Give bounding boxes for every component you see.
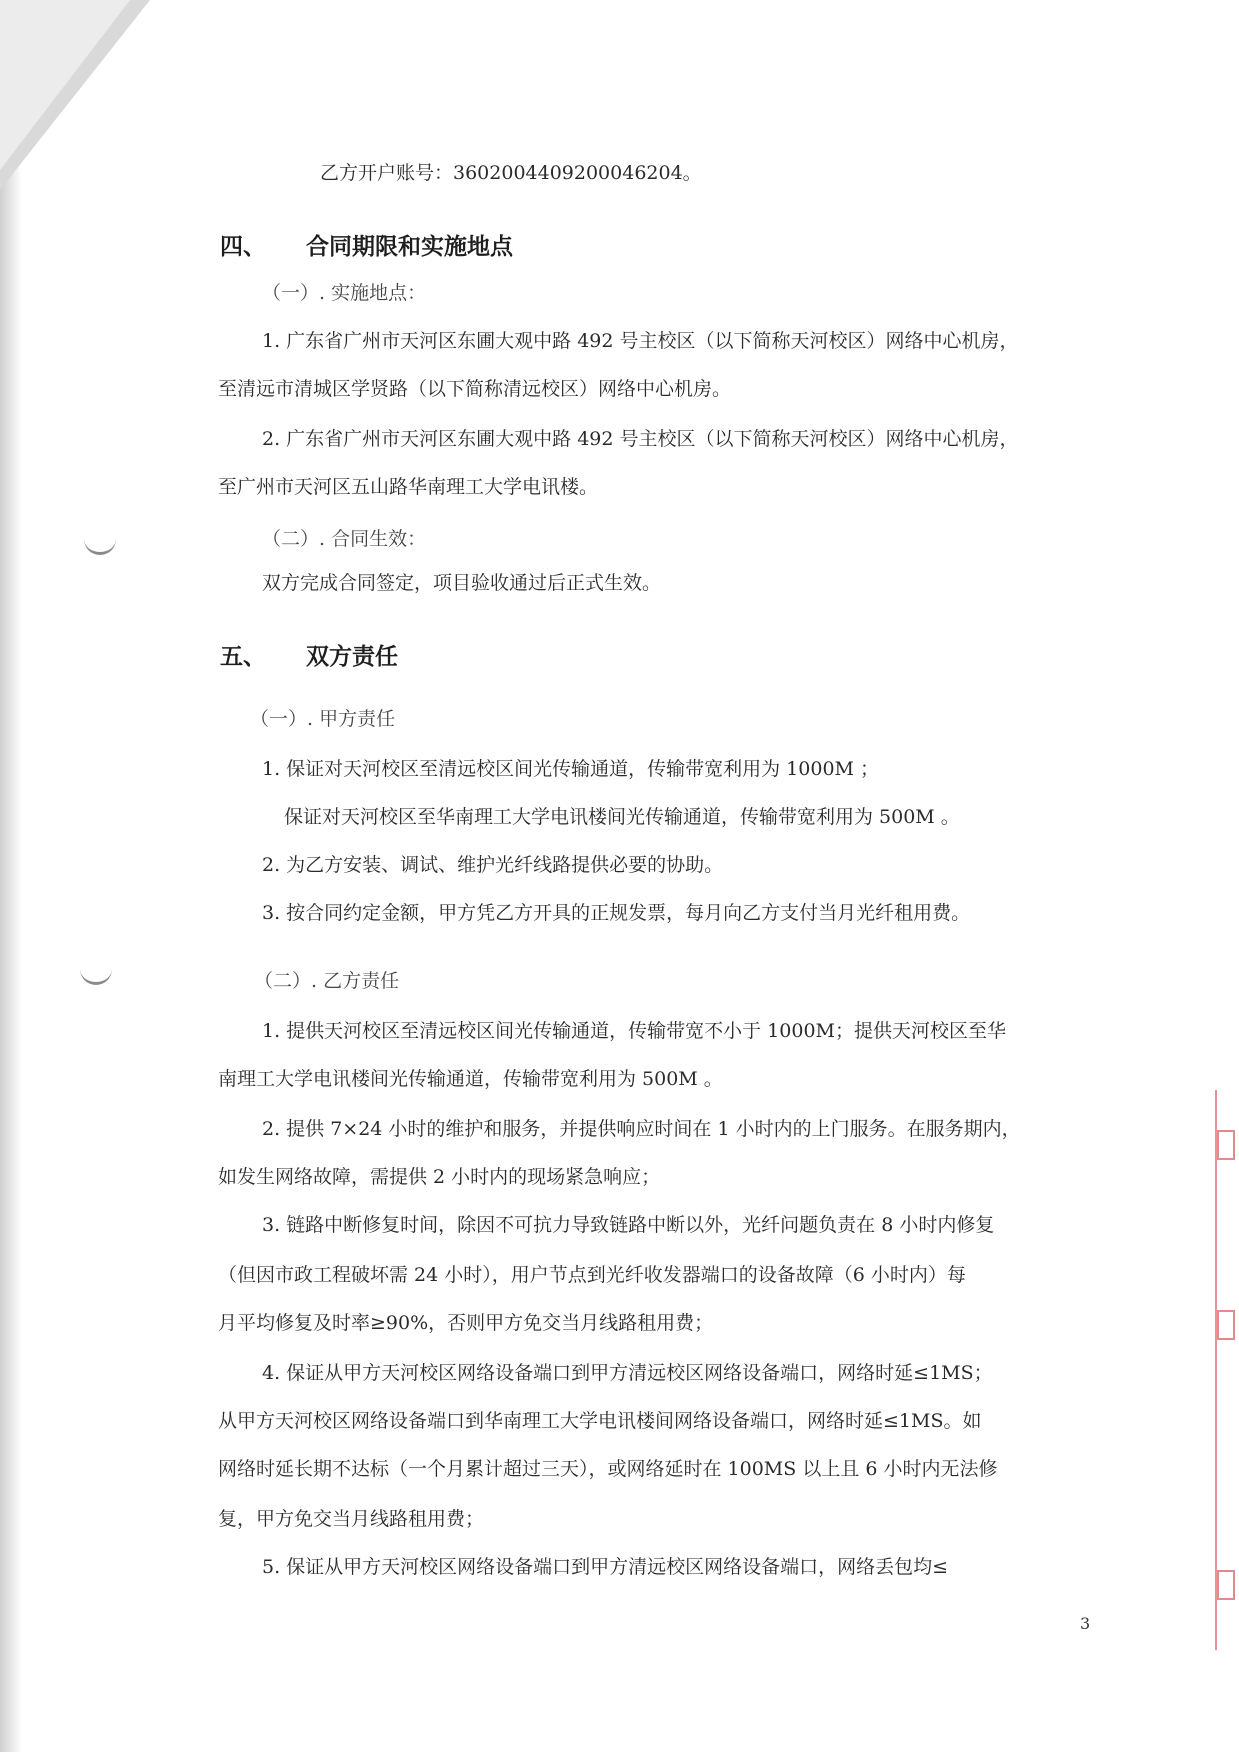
paragraph-line: 4. 保证从甲方天河校区网络设备端口到甲方清远校区网络设备端口，网络时延≤1MS；	[262, 1362, 993, 1384]
paragraph-line: 双方完成合同签定，项目验收通过后正式生效。	[262, 572, 662, 594]
paragraph-line: 至清远市清城区学贤路（以下简称清远校区）网络中心机房。	[218, 378, 732, 400]
paragraph-line: 至广州市天河区五山路华南理工大学电讯楼。	[218, 476, 599, 498]
binding-hole-2	[80, 960, 112, 985]
paragraph-line: 3. 按合同约定金额，甲方凭乙方开具的正规发票，每月向乙方支付当月光纤租用费。	[262, 902, 971, 924]
paragraph-line: 1. 保证对天河校区至清远校区间光传输通道，传输带宽利用为 1000M ；	[262, 758, 880, 780]
section-5-heading	[220, 638, 398, 671]
paragraph-line: 网络时延长期不达标（一个月累计超过三天），或网络延时在 100MS 以上且 6 小时内无法修	[218, 1458, 998, 1480]
section-5-title: 双方责任	[306, 644, 398, 670]
page-number: 3	[1080, 1614, 1091, 1633]
section-5-number: 五、	[220, 644, 266, 670]
paragraph-line: 保证对天河校区至华南理工大学电讯楼间光传输通道，传输带宽利用为 500M 。	[284, 806, 960, 828]
party-b-subhead: （二）. 乙方责任	[254, 970, 400, 992]
paragraph-line: 2. 提供 7×24 小时的维护和服务，并提供响应时间在 1 小时内的上门服务。在服务期内，	[262, 1118, 1021, 1140]
page-edge-shadow	[0, 0, 22, 1752]
paragraph-line: 南理工大学电讯楼间光传输通道，传输带宽利用为 500M 。	[218, 1068, 723, 1090]
paragraph-line: （但因市政工程破坏需 24 小时），用户节点到光纤收发器端口的设备故障（6 小时内）每	[218, 1264, 966, 1286]
party-a-subhead: （一）. 甲方责任	[250, 708, 396, 730]
section-4-subhead-2: （二）. 合同生效：	[262, 528, 427, 550]
paragraph-line: 复，甲方免交当月线路租用费；	[218, 1508, 485, 1530]
section-4-subhead-1: （一）. 实施地点：	[262, 282, 427, 304]
paragraph-line: 如发生网络故障，需提供 2 小时内的现场紧急响应；	[218, 1166, 661, 1188]
paragraph-line: 2. 为乙方安装、调试、维护光纤线路提供必要的协助。	[262, 854, 724, 876]
section-4-title: 合同期限和实施地点	[306, 234, 513, 260]
paragraph-line: 3. 链路中断修复时间，除因不可抗力导致链路中断以外，光纤问题负责在 8 小时内修复	[262, 1214, 995, 1236]
paragraph-line: 2. 广东省广州市天河区东圃大观中路 492 号主校区（以下简称天河校区）网络中心机房，	[262, 428, 1019, 450]
paragraph-line: 1. 提供天河校区至清远校区间光传输通道，传输带宽不小于 1000M；提供天河校区至华	[262, 1020, 1007, 1042]
account-line: 乙方开户账号：3602004409200046204。	[320, 162, 702, 184]
binding-hole-1	[84, 530, 116, 555]
paragraph-line: 1. 广东省广州市天河区东圃大观中路 492 号主校区（以下简称天河校区）网络中心机房，	[262, 330, 1019, 352]
paragraph-line: 5. 保证从甲方天河校区网络设备端口到甲方清远校区网络设备端口，网络丢包均≤	[262, 1556, 949, 1578]
seal-stamp-edge	[1215, 1090, 1239, 1650]
paragraph-line: 从甲方天河校区网络设备端口到华南理工大学电讯楼间网络设备端口，网络时延≤1MS。如	[218, 1410, 982, 1432]
folded-corner-inner	[0, 0, 130, 170]
section-4-heading	[220, 228, 513, 261]
paragraph-line: 月平均修复及时率≥90%，否则甲方免交当月线路租用费；	[218, 1312, 714, 1334]
section-4-number: 四、	[220, 234, 266, 260]
